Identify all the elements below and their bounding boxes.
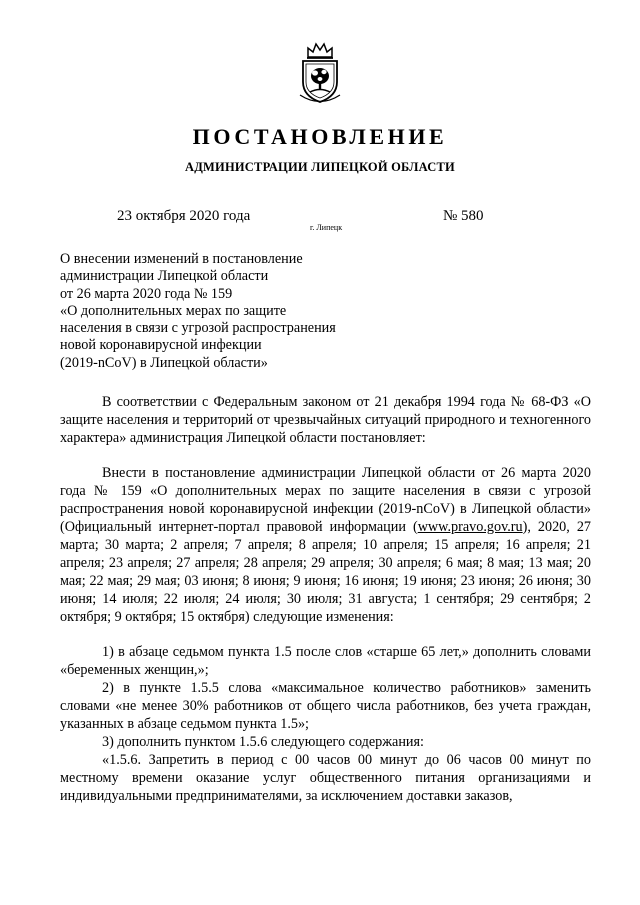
heading-line: (2019-nCoV) в Липецкой области» <box>60 354 268 371</box>
heading-line: «О дополнительных мерах по защите <box>60 302 287 319</box>
change-item-1: 1) в абзаце седьмом пункта 1.5 после слов «старше 65 лет,» дополнить словами «беременных женщин,»; <box>60 644 591 678</box>
change-item-3: 3) дополнить пунктом 1.5.6 следующего содержания: <box>102 734 424 750</box>
amendment-text-end: ), 2020, 27 марта; 30 марта; 2 апреля; 7 апреля; 8 апреля; 10 апреля; 15 апреля; 16 апреля; 21 апреля; 23 апреля; 27 апреля; 28 апреля; 29 апреля; 30 апреля; 6 мая; 8 мая; 13 мая; 20 мая; 22 мая; 29 мая; 03 июня; 8 июня; 9 июня; 16 июня; 19 июня; 23 июня; 26 июня; 30 июня; 14 июля; 22 июля; 24 июля; 30 июля; 31 августа; 1 сентября; 29 сентября; 2 октября; 9 октября; 15 октября) следующие изменения: <box>60 519 592 625</box>
resolution-heading <box>60 251 440 372</box>
change-item-2: 2) в пункте 1.5.5 слова «максимальное количество работников» заменить словами «не менее 30% работников от общего числа работников, без учета граждан, указанных в абзаце седьмом пункта 1.5»; <box>60 680 591 732</box>
document-subtitle: АДМИНИСТРАЦИИ ЛИПЕЦКОЙ ОБЛАСТИ <box>185 160 455 174</box>
document-title: ПОСТАНОВЛЕНИЕ <box>192 124 448 149</box>
coat-of-arms-icon <box>297 40 343 106</box>
amendment-text-start: Внести в постановление администрации Липецкой области от 26 марта 2020 года № 159 «О дополнительных мерах по защите населения в связи с угрозой распространения новой коронавирусной инфекции (2019-nCoV) в Липецкой области» (Официальный интернет-портал правовой информации ( <box>60 465 591 535</box>
heading-line: О внесении изменений в постановление <box>60 251 303 267</box>
heading-line: администрации Липецкой области <box>60 268 269 285</box>
heading-line: от 26 марта 2020 года № 159 <box>60 285 233 302</box>
document-city: г. Липецк <box>310 223 343 232</box>
document-date: 23 октября 2020 года <box>117 208 251 224</box>
document-number: № 580 <box>443 208 484 224</box>
document-body <box>60 393 591 805</box>
heading-line: новой коронавирусной инфекции <box>60 337 262 354</box>
change-item-3-text: «1.5.6. Запретить в период с 00 часов 00 минут до 06 часов 00 минут по местному времени оказание услуг общественного питания организациями и индивидуальными предпринимателями, за исключением доставки заказов, <box>60 752 591 804</box>
preamble-paragraph: В соответствии с Федеральным законом от 21 декабря 1994 года № 68-ФЗ «О защите населения и территорий от чрезвычайных ситуаций природного и техногенного характера» администрация Липецкой области постановляет: <box>60 394 591 446</box>
pravo-gov-link[interactable]: www.pravo.gov.ru <box>417 519 523 535</box>
heading-line: населения в связи с угрозой распространения <box>60 320 336 337</box>
amendment-paragraph <box>60 464 591 626</box>
